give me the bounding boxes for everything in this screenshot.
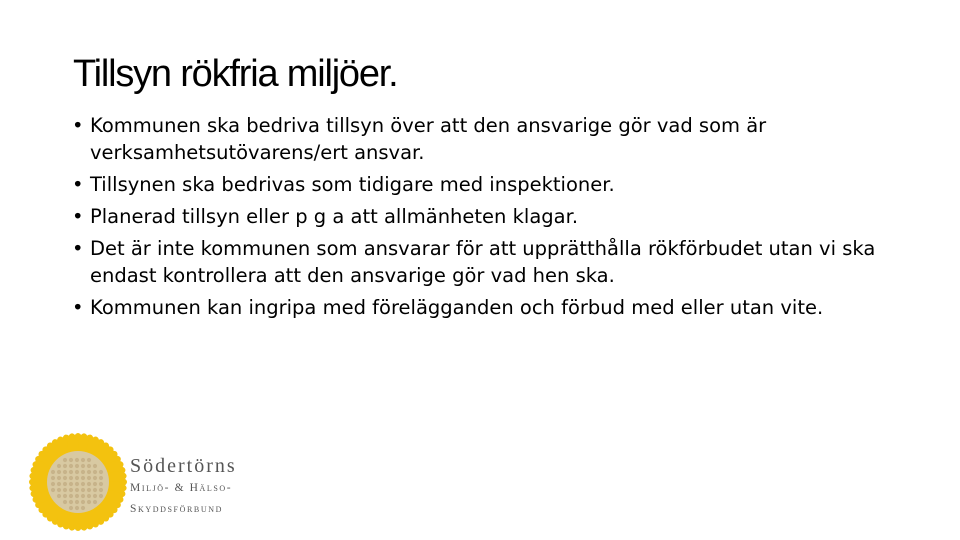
flower-seed [81, 488, 85, 492]
slide-title: Tillsyn rökfria miljöer. [73, 53, 398, 95]
flower-seed [81, 494, 85, 498]
flower-seed [81, 476, 85, 480]
flower-seed [87, 500, 91, 504]
bullet-marker: • [72, 296, 84, 319]
organization-logo [28, 432, 268, 532]
flower-seed [99, 482, 103, 486]
bullet-item [72, 203, 902, 230]
flower-seed [81, 458, 85, 462]
bullet-item [72, 112, 902, 166]
flower-seed [69, 506, 73, 510]
flower-seed [57, 488, 61, 492]
flower-seed [81, 500, 85, 504]
flower-seed [99, 476, 103, 480]
flower-seed [51, 470, 55, 474]
flower-seed [93, 488, 97, 492]
bullet-text: Det är inte kommunen som ansvarar för att upprätthålla rökförbudet utan vi ska endast kontrollera att den ansvarige gör vad hen ska. [90, 237, 876, 287]
logo-line-2: Miljö- & Hälso- [130, 482, 233, 494]
flower-seed [69, 464, 73, 468]
flower-seed [51, 488, 55, 492]
flower-seed [69, 458, 73, 462]
flower-seed [69, 476, 73, 480]
flower-seed [75, 494, 79, 498]
bullet-item [72, 171, 902, 198]
flower-seed [87, 488, 91, 492]
flower-seed [63, 470, 67, 474]
logo-text [130, 454, 237, 520]
flower-seed [57, 470, 61, 474]
flower-seed [99, 470, 103, 474]
flower-seed [69, 500, 73, 504]
flower-seed [75, 500, 79, 504]
flower-seed [87, 476, 91, 480]
bullet-item [72, 235, 902, 289]
flower-seed [63, 494, 67, 498]
flower-seed [57, 494, 61, 498]
flower-seed [87, 464, 91, 468]
flower-seed [81, 470, 85, 474]
flower-seed [93, 482, 97, 486]
flower-seed [63, 476, 67, 480]
flower-seed [75, 488, 79, 492]
flower-seed [93, 470, 97, 474]
flower-seed [63, 482, 67, 486]
bullet-list [72, 112, 902, 326]
sunflower-icon [28, 432, 128, 532]
flower-seed [81, 482, 85, 486]
flower-seed [99, 494, 103, 498]
flower-seed [69, 494, 73, 498]
flower-seed [75, 476, 79, 480]
flower-seed [57, 464, 61, 468]
flower-seed [75, 482, 79, 486]
flower-seed [63, 464, 67, 468]
flower-seed [99, 488, 103, 492]
flower-seed [81, 506, 85, 510]
bullet-text: Kommunen ska bedriva tillsyn över att den ansvarige gör vad som är verksamhetsutövarens/ert ansvar. [90, 114, 767, 164]
logo-line-3: Skyddsförbund [130, 503, 223, 515]
flower-seed [51, 482, 55, 486]
bullet-marker: • [72, 237, 84, 260]
flower-seed [69, 470, 73, 474]
flower-seed [87, 458, 91, 462]
flower-seed [75, 458, 79, 462]
bullet-text: Kommunen kan ingripa med förelägganden och förbud med eller utan vite. [90, 296, 824, 319]
flower-seed [51, 476, 55, 480]
flower-seed [63, 500, 67, 504]
flower-seed [75, 464, 79, 468]
flower-seed [87, 470, 91, 474]
bullet-text: Planerad tillsyn eller p g a att allmänheten klagar. [90, 205, 579, 228]
flower-seed [63, 458, 67, 462]
flower-seed [93, 476, 97, 480]
bullet-marker: • [72, 114, 84, 137]
flower-seed [87, 494, 91, 498]
flower-seed [75, 470, 79, 474]
flower-seed [63, 488, 67, 492]
bullet-marker: • [72, 205, 84, 228]
flower-seed [69, 488, 73, 492]
flower-seed [57, 482, 61, 486]
bullet-text: Tillsynen ska bedrivas som tidigare med inspektioner. [90, 173, 615, 196]
flower-seed [81, 464, 85, 468]
flower-seed [93, 464, 97, 468]
flower-seed [93, 494, 97, 498]
flower-seed [57, 476, 61, 480]
flower-seed [93, 500, 97, 504]
flower-seed [69, 482, 73, 486]
flower-seed [75, 506, 79, 510]
bullet-marker: • [72, 173, 84, 196]
flower-seed [87, 482, 91, 486]
bullet-item [72, 294, 902, 321]
logo-line-1: Södertörns [130, 455, 237, 477]
